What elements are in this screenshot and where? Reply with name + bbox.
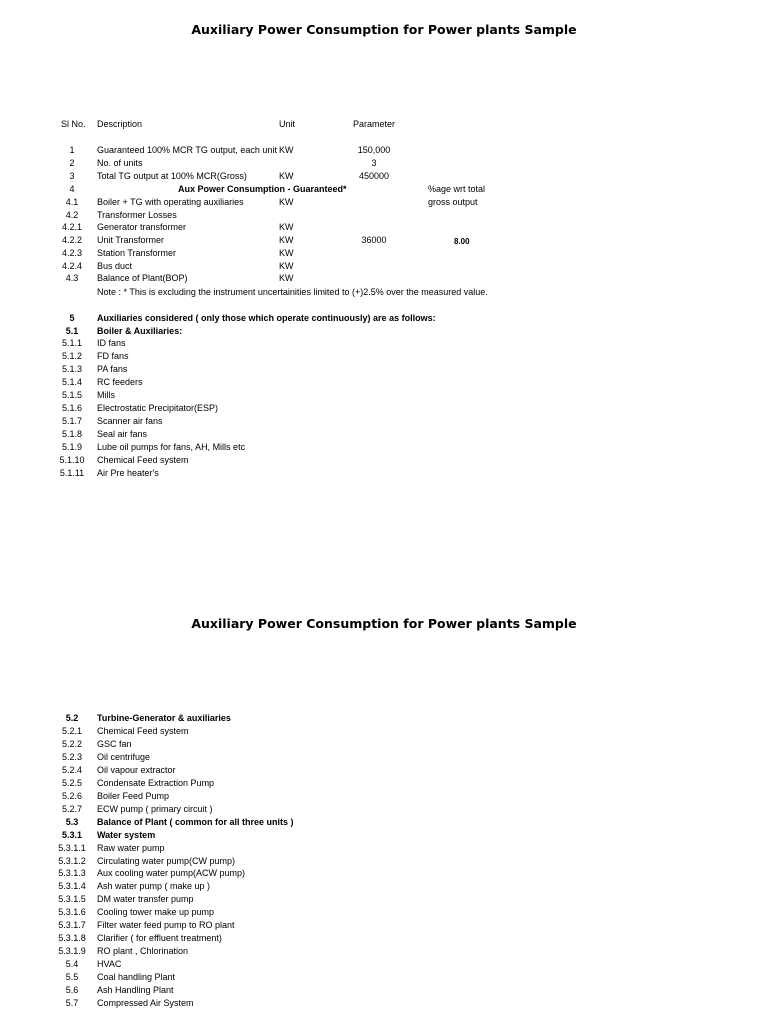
list-item-sl: 5.1.5 [61, 390, 83, 400]
list-item: Aux cooling water pump(ACW pump) [97, 868, 246, 878]
pct-label-line1: %age wrt total [428, 184, 486, 194]
list-item: Oil vapour extractor [97, 765, 176, 775]
header-unit: Unit [279, 119, 296, 129]
list-item: Water system [97, 830, 156, 840]
row-desc: Bus duct [97, 261, 133, 271]
row-unit: KW [279, 145, 294, 155]
list-item: ECW pump ( primary circuit ) [97, 804, 213, 814]
row-sl: 4.2.3 [61, 248, 83, 258]
list-item-sl: 5.3.1.2 [58, 856, 86, 866]
list-item: Cooling tower make up pump [97, 907, 215, 917]
row-unit: KW [279, 261, 294, 271]
list-item-sl: 5.3.1 [61, 830, 83, 840]
list-item: RC feeders [97, 377, 143, 387]
list-item-sl: 5.3.1.4 [58, 881, 86, 891]
list-item: PA fans [97, 364, 128, 374]
list-item: Lube oil pumps for fans, AH, Mills etc [97, 442, 246, 452]
row-desc: Boiler + TG with operating auxiliaries [97, 197, 244, 207]
list-item: Scanner air fans [97, 416, 163, 426]
header-sl-no: Sl No. [61, 119, 86, 129]
list-item: Condensate Extraction Pump [97, 778, 215, 788]
list-item: Coal handling Plant [97, 972, 176, 982]
list-item-sl: 5.4 [65, 959, 79, 969]
list-item-sl: 5.2.1 [61, 726, 83, 736]
list-item-sl: 5.1.3 [61, 364, 83, 374]
list-item-sl: 5.3.1.7 [58, 920, 86, 930]
section-heading: Auxiliaries considered ( only those which operate continuously) are as follows: [97, 313, 436, 323]
list-item-sl: 5.5 [65, 972, 79, 982]
header-description: Description [97, 119, 143, 129]
list-item: Chemical Feed system [97, 455, 189, 465]
list-item: GSC fan [97, 739, 132, 749]
list-item-sl: 5.3.1.5 [58, 894, 86, 904]
list-item-sl: 5.7 [65, 998, 79, 1008]
list-item-sl: 5.2.2 [61, 739, 83, 749]
list-item-sl: 5.2 [65, 713, 79, 723]
row-desc: Guaranteed 100% MCR TG output, each unit [97, 145, 277, 155]
list-item: Oil centrifuge [97, 752, 151, 762]
row-param: 150,000 [357, 145, 391, 155]
row-unit: KW [279, 222, 294, 232]
row-sl: 4.2.2 [61, 235, 83, 245]
list-item-sl: 5.2.6 [61, 791, 83, 801]
list-item: Filter water feed pump to RO plant [97, 920, 235, 930]
list-item: Mills [97, 390, 115, 400]
list-item-sl: 5.2.7 [61, 804, 83, 814]
list-item: Boiler Feed Pump [97, 791, 170, 801]
row-unit: KW [279, 235, 294, 245]
list-item: Air Pre heater's [97, 468, 159, 478]
row-sl: 3 [69, 171, 75, 181]
row-sl: 2 [69, 158, 75, 168]
list-item: Ash water pump ( make up ) [97, 881, 211, 891]
list-item-sl: 5.6 [65, 985, 79, 995]
list-item: Turbine-Generator & auxiliaries [97, 713, 231, 723]
row-unit: KW [279, 273, 294, 283]
list-item: HVAC [97, 959, 122, 969]
row-unit: KW [279, 248, 294, 258]
list-item: RO plant , Chlorination [97, 946, 189, 956]
row-param: 36000 [361, 235, 387, 245]
list-item-sl: 5.1.7 [61, 416, 83, 426]
list-item-sl: 5.1.11 [59, 468, 85, 478]
list-item: Circulating water pump(CW pump) [97, 856, 236, 866]
list-item-sl: 5.1.1 [61, 338, 83, 348]
section-sl: 5.1 [65, 326, 79, 336]
list-item-sl: 5.2.4 [61, 765, 83, 775]
list-item: Compressed Air System [97, 998, 194, 1008]
list-item: Ash Handling Plant [97, 985, 174, 995]
row-desc: Balance of Plant(BOP) [97, 273, 188, 283]
list-item-sl: 5.1.4 [61, 377, 83, 387]
list-item-sl: 5.3.1.1 [58, 843, 86, 853]
row-unit: KW [279, 171, 294, 181]
list-item-sl: 5.1.8 [61, 429, 83, 439]
row-sl: 1 [69, 145, 75, 155]
page2-title: Auxiliary Power Consumption for Power plants Sample [191, 616, 577, 631]
list-item: ID fans [97, 338, 126, 348]
row-sl: 4.2.4 [61, 261, 83, 271]
row-sl: 4.2.1 [61, 222, 83, 232]
pct-value: 8.00 [454, 237, 470, 246]
row-sl: 4.3 [65, 273, 79, 283]
row-sl: 4.1 [65, 197, 79, 207]
header-parameter: Parameter [353, 119, 396, 129]
section-sl: 5 [69, 313, 75, 323]
row-desc: Station Transformer [97, 248, 177, 258]
list-item-sl: 5.1.2 [61, 351, 83, 361]
footnote: Note : * This is excluding the instrument uncertainities limited to (+)2.5% over the measured value. [97, 287, 488, 297]
list-item-sl: 5.1.10 [59, 455, 85, 465]
row-sl: 4 [69, 184, 75, 194]
list-item: Chemical Feed system [97, 726, 189, 736]
list-item: FD fans [97, 351, 129, 361]
list-item: Seal air fans [97, 429, 148, 439]
row-unit: KW [279, 197, 294, 207]
list-item: Electrostatic Precipitator(ESP) [97, 403, 219, 413]
row-desc: Generator transformer [97, 222, 187, 232]
list-item-sl: 5.3.1.8 [58, 933, 86, 943]
row-desc: No. of units [97, 158, 143, 168]
list-item: Raw water pump [97, 843, 165, 853]
row-desc: Transformer Losses [97, 210, 177, 220]
list-item: Balance of Plant ( common for all three units ) [97, 817, 294, 827]
list-item: Clarifier ( for effluent treatment) [97, 933, 222, 943]
page1-title: Auxiliary Power Consumption for Power plants Sample [191, 22, 577, 37]
list-item-sl: 5.3.1.6 [58, 907, 86, 917]
list-item-sl: 5.2.5 [61, 778, 83, 788]
section-heading: Boiler & Auxiliaries: [97, 326, 183, 336]
aux-power-heading: Aux Power Consumption - Guaranteed* [178, 184, 347, 194]
list-item-sl: 5.1.6 [61, 403, 83, 413]
row-param: 3 [371, 158, 377, 168]
list-item-sl: 5.1.9 [61, 442, 83, 452]
row-param: 450000 [358, 171, 390, 181]
list-item-sl: 5.2.3 [61, 752, 83, 762]
row-sl: 4.2 [65, 210, 79, 220]
list-item-sl: 5.3 [65, 817, 79, 827]
pct-label-line2: gross output [428, 197, 478, 207]
row-desc: Total TG output at 100% MCR(Gross) [97, 171, 247, 181]
list-item-sl: 5.3.1.3 [58, 868, 86, 878]
list-item: DM water transfer pump [97, 894, 194, 904]
row-desc: Unit Transformer [97, 235, 165, 245]
list-item-sl: 5.3.1.9 [58, 946, 86, 956]
